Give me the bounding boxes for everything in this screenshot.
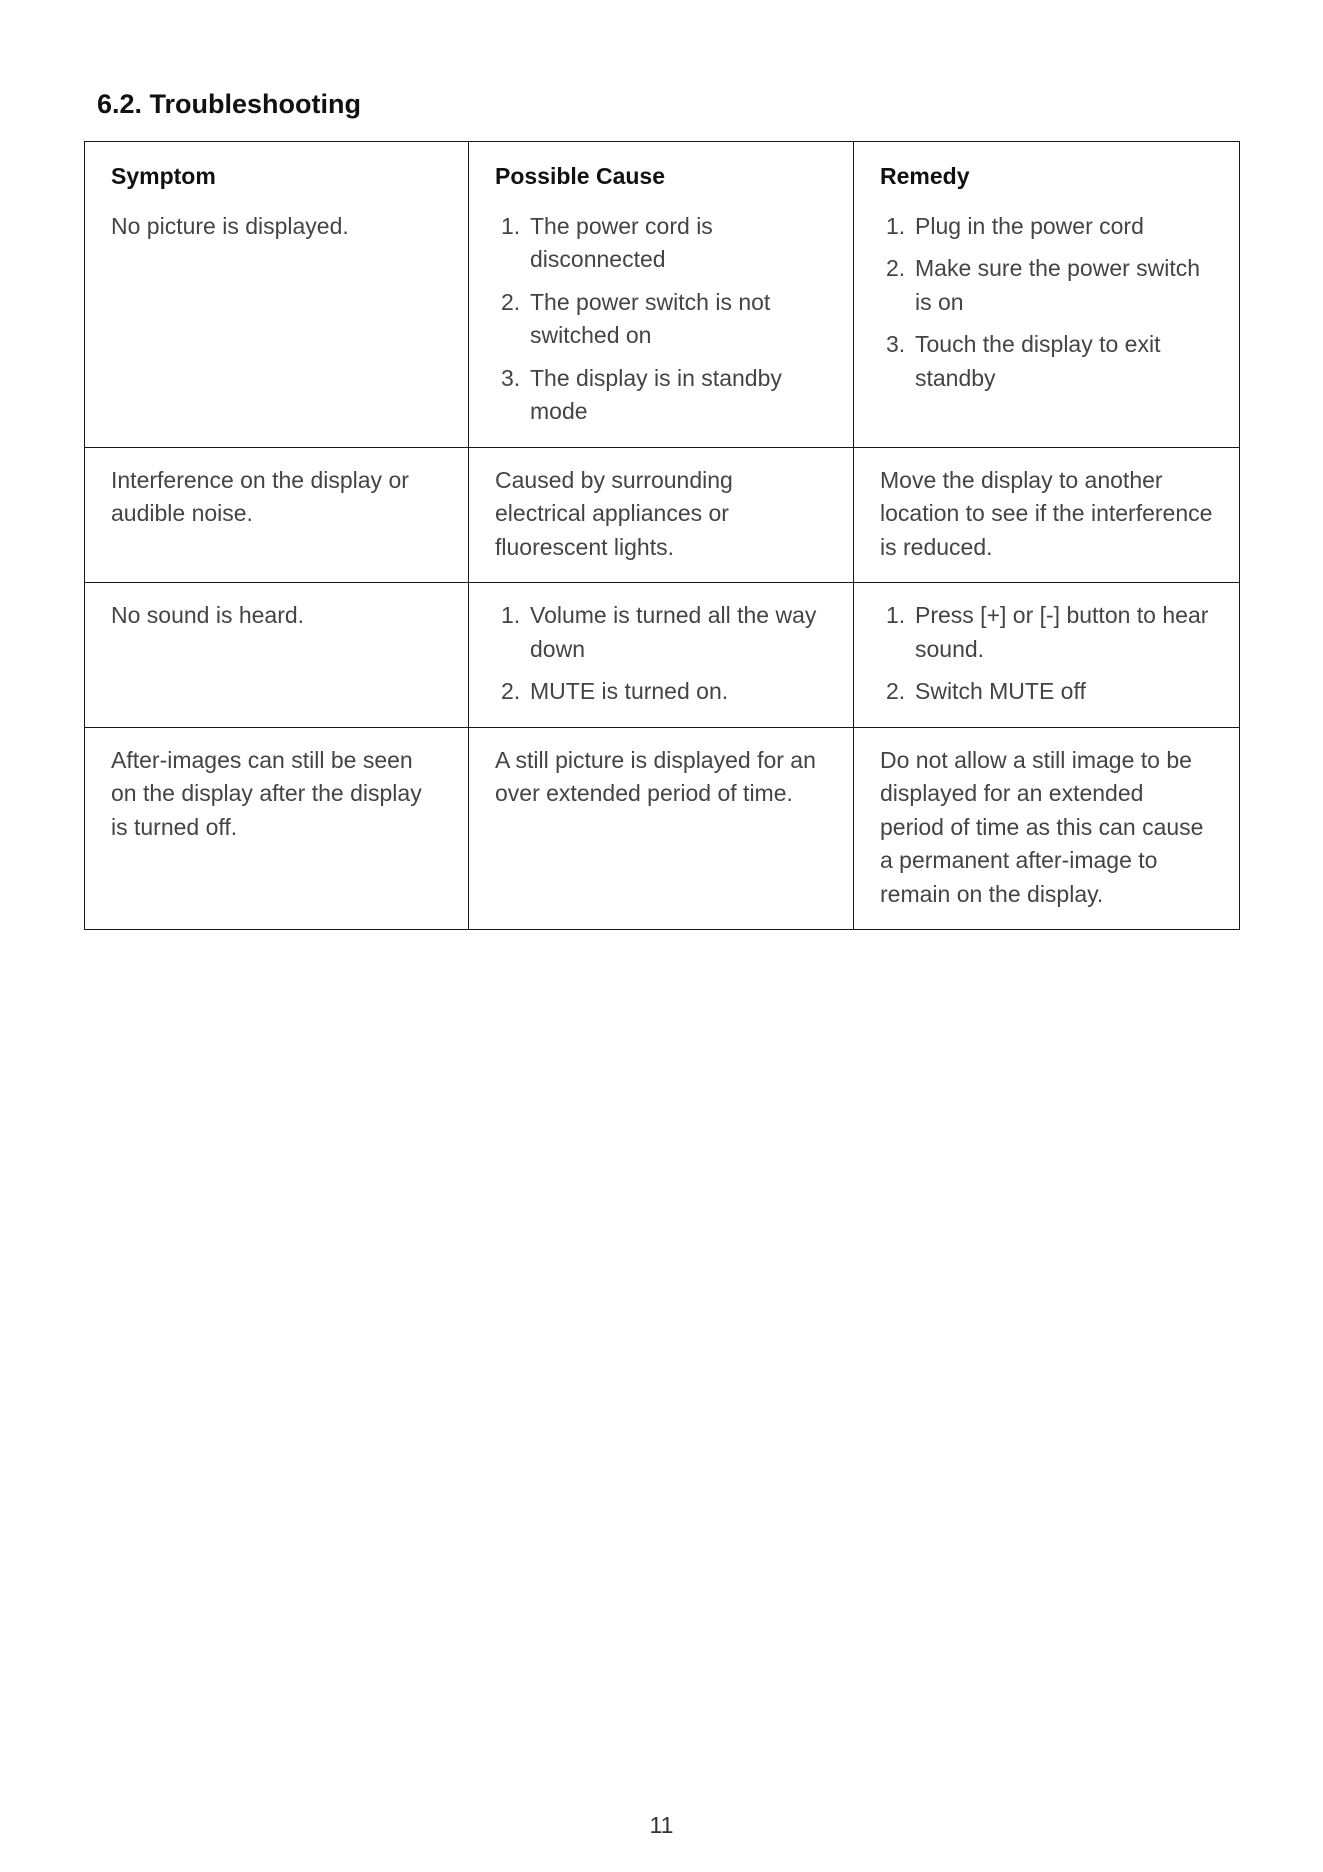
list-number: 1. xyxy=(501,602,521,628)
remedy-cell: Do not allow a still image to be displayed for an extended period of time as this can cause a permanent after-image to remain on the display. xyxy=(854,727,1240,930)
page-title: 6.2. Troubleshooting xyxy=(97,89,362,119)
list-number: 1. xyxy=(886,602,906,628)
list-item xyxy=(880,599,1213,666)
list-item-text: The display is in standby mode xyxy=(530,364,782,424)
list-item xyxy=(880,252,1213,319)
cause-list xyxy=(495,599,827,709)
list-number: 3. xyxy=(886,331,906,357)
list-item-text: Plug in the power cord xyxy=(915,212,1144,239)
list-number: 2. xyxy=(886,678,906,704)
list-item xyxy=(495,599,827,666)
cause-list xyxy=(495,210,827,429)
list-item-text: The power switch is not switched on xyxy=(530,288,771,348)
troubleshooting-table xyxy=(84,141,1240,930)
symptom-cell: Interference on the display or audible noise. xyxy=(85,447,469,583)
table-header-row xyxy=(85,142,1240,210)
table-row xyxy=(85,583,1240,728)
list-number: 1. xyxy=(886,212,906,239)
list-item xyxy=(495,286,827,353)
symptom-cell: No picture is displayed. xyxy=(85,210,469,448)
list-item-text: MUTE is turned on. xyxy=(530,678,729,704)
list-item xyxy=(880,210,1213,244)
list-number: 2. xyxy=(501,678,521,704)
list-number: 1. xyxy=(501,212,521,239)
cause-cell xyxy=(469,210,854,448)
header-remedy: Remedy xyxy=(854,142,1240,210)
cause-cell: Caused by surrounding electrical appliances or fluorescent lights. xyxy=(469,447,854,583)
page-number: 11 xyxy=(649,1812,674,1838)
remedy-list xyxy=(880,599,1213,709)
list-item xyxy=(495,362,827,429)
list-number: 2. xyxy=(886,255,906,281)
header-symptom: Symptom xyxy=(85,142,469,210)
list-item-text: Make sure the power switch is on xyxy=(915,255,1201,315)
list-item xyxy=(880,328,1213,395)
remedy-cell: Move the display to another location to see if the interference is reduced. xyxy=(854,447,1240,583)
list-item xyxy=(880,675,1213,709)
table-row xyxy=(85,727,1240,930)
list-item-text: Volume is turned all the way down xyxy=(530,602,817,662)
cause-cell: A still picture is displayed for an over extended period of time. xyxy=(469,727,854,930)
symptom-cell: After-images can still be seen on the display after the display is turned off. xyxy=(85,727,469,930)
table-row xyxy=(85,210,1240,448)
list-number: 3. xyxy=(501,364,521,391)
remedy-cell xyxy=(854,583,1240,728)
list-item-text: The power cord is disconnected xyxy=(530,212,713,272)
symptom-cell: No sound is heard. xyxy=(85,583,469,728)
remedy-list xyxy=(880,210,1213,396)
table-row xyxy=(85,447,1240,583)
remedy-cell xyxy=(854,210,1240,448)
list-item-text: Touch the display to exit standby xyxy=(915,331,1161,391)
cause-cell xyxy=(469,583,854,728)
list-item xyxy=(495,210,827,277)
list-item-text: Press [+] or [-] button to hear sound. xyxy=(915,602,1209,662)
list-item-text: Switch MUTE off xyxy=(915,678,1086,704)
list-number: 2. xyxy=(501,288,521,315)
list-item xyxy=(495,675,827,709)
header-possible-cause: Possible Cause xyxy=(469,142,854,210)
